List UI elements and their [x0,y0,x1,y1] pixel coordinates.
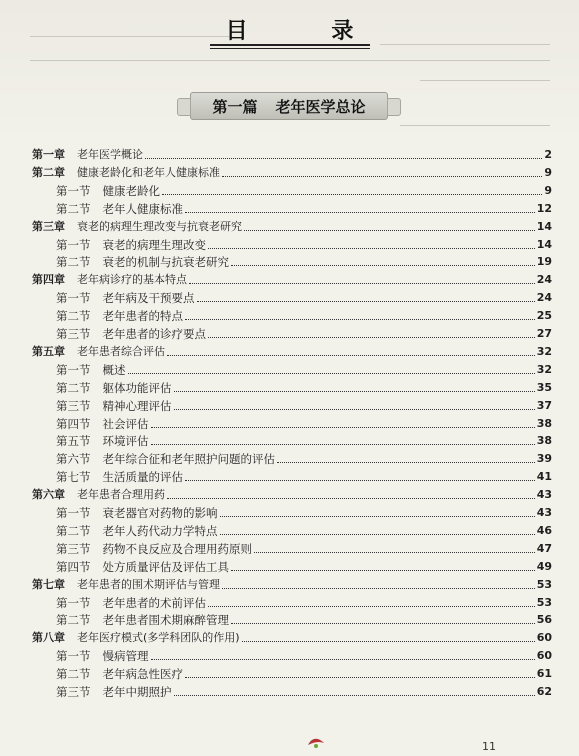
toc-entry-number: 第二节 [56,380,91,395]
part-title: 老年医学总论 [275,97,366,116]
dot-leader [185,212,535,213]
dot-leader [189,283,535,284]
toc-page-number: 46 [536,523,552,537]
title-underline [210,44,370,46]
toc-page-number: 32 [536,362,552,376]
toc-entry-number: 第五章 [32,344,65,358]
dot-leader [174,409,535,410]
toc-entry-title: 衰老的病理生理改变 [102,237,206,252]
toc-section-entry[interactable] [56,538,552,556]
dot-leader [231,570,535,571]
toc-entry-label [56,238,206,252]
toc-entry-title: 老年医学概论 [77,148,143,161]
toc-entry-label [56,560,229,574]
toc-entry-label [56,524,218,538]
toc-entry-number: 第一节 [56,506,91,520]
dot-leader [222,588,535,589]
toc-section-entry[interactable] [56,234,552,252]
toc-entry-number: 第七节 [56,470,91,485]
toc-page-number: 60 [536,631,552,645]
page-title: 目 录 [225,19,392,44]
bleed-through-line [420,80,550,81]
toc-page-number: 47 [536,541,552,555]
toc-entry-label [56,542,252,556]
toc-page-number: 2 [544,148,552,161]
toc-page-number: 9 [544,183,552,197]
toc-entry-label [56,649,149,663]
toc-page-number: 35 [536,380,552,394]
toc-section-entry[interactable] [56,448,552,466]
dot-leader [128,373,535,374]
toc-entry-title: 老年病急性医疗 [102,667,183,682]
part-number: 第一篇 [212,97,258,116]
toc-entry-label [56,667,183,681]
toc-entry-title: 衰老的机制与抗衰老研究 [102,255,229,270]
toc-entry-number: 第二节 [56,613,91,628]
toc-entry-number: 第二节 [56,255,91,270]
toc-page-number: 49 [536,559,552,573]
toc-section-entry[interactable] [56,251,552,269]
toc-entry-title: 老年患者的诊疗要点 [102,327,206,341]
dot-leader [197,301,535,302]
toc-page-number: 9 [544,165,552,179]
toc-entry-number: 第三节 [56,327,91,341]
toc-entry-title: 老年患者综合评估 [77,344,165,358]
dot-leader [208,337,535,338]
toc-entry-label [32,166,220,180]
toc-page-number: 61 [536,667,552,681]
toc-page-number: 53 [536,577,552,591]
toc-page-number: 32 [536,344,552,358]
toc-page-number: 43 [536,506,552,519]
toc-section-entry[interactable] [56,466,552,484]
toc-section-entry[interactable] [56,556,552,574]
toc-entry-number: 第一节 [56,291,91,306]
toc-page-number: 19 [536,255,552,269]
toc-entry-number: 第八章 [32,631,65,645]
dot-leader [277,462,535,463]
toc-section-entry[interactable] [56,323,552,341]
toc-section-entry[interactable] [56,520,552,538]
part-heading [191,93,387,119]
toc-entry-title: 老年中期照护 [102,685,172,699]
toc-section-entry[interactable] [56,609,552,627]
toc-page-number: 38 [536,416,552,430]
toc-section-entry[interactable] [56,592,552,610]
dot-leader [231,265,535,266]
toc-entry-label [56,184,160,198]
dot-leader [254,552,535,553]
toc-entry-number: 第二节 [56,309,91,324]
toc-section-entry[interactable] [56,502,552,520]
toc-entry-number: 第一节 [56,362,91,377]
toc-page-number: 14 [536,219,552,233]
toc-section-entry[interactable] [56,198,552,216]
dot-leader [167,355,535,356]
toc-entry-number: 第三章 [32,219,65,233]
toc-entry-title: 精神心理评估 [102,398,172,413]
toc-section-entry[interactable] [56,430,552,448]
toc-entry-number: 第二节 [56,523,91,538]
toc-entry-title: 药物不良反应及合理用药原则 [102,541,252,556]
toc-entry-title: 老年人健康标准 [102,201,183,216]
title-underline [210,48,370,49]
dot-leader [208,248,535,249]
toc-entry-title: 健康老龄化和老年人健康标准 [77,165,220,179]
toc-section-entry[interactable] [56,645,552,663]
toc-section-entry[interactable] [56,359,552,377]
toc-entry-number: 第一节 [56,595,91,610]
toc-entry-title: 健康老龄化 [102,183,160,198]
toc-entry-label [56,309,183,323]
toc-entry-label [56,202,183,216]
toc-page-number: 24 [536,273,552,287]
dot-leader [220,534,535,535]
toc-chapter-entry[interactable] [32,269,552,287]
toc-entry-number: 第六节 [56,452,91,467]
dot-leader [244,230,535,231]
toc-entry-number: 第一章 [32,148,65,161]
toc-entry-number: 第三节 [56,541,91,556]
toc-entry-number: 第二章 [32,165,65,179]
toc-page-number: 41 [536,470,552,484]
toc-entry-title: 慢病管理 [102,649,149,664]
toc-section-entry[interactable] [56,663,552,681]
dot-leader [185,480,535,481]
dot-leader [174,695,535,696]
dot-leader [185,677,535,678]
toc-section-entry[interactable] [56,413,552,431]
toc-entry-label [32,578,220,592]
dot-leader [185,319,535,320]
toc-page-number: 39 [536,452,552,466]
toc-page-number: 14 [536,237,552,251]
toc-entry-label [56,506,218,520]
dot-leader [222,176,542,177]
toc-entry-number: 第一节 [56,183,91,198]
toc-page-number: 24 [536,291,552,305]
toc-entry-title: 老年病及干预要点 [102,291,195,306]
toc-entry-number: 第四节 [56,416,91,431]
dot-leader [167,498,535,499]
toc-section-entry[interactable] [56,681,552,699]
toc-entry-title: 老年综合征和老年照护问题的评估 [102,452,275,467]
dot-leader [145,158,542,159]
toc-entry-title: 老年患者的围术期评估与管理 [77,577,220,591]
toc-entry-label [56,417,149,431]
toc-chapter-entry[interactable] [32,484,552,502]
toc-entry-title: 社会评估 [102,416,149,431]
toc-entry-number: 第一节 [56,649,91,664]
toc-entry-number: 第一节 [56,237,91,252]
toc-entry-title: 老年病诊疗的基本特点 [77,273,187,287]
toc-entry-title: 环境评估 [102,434,149,449]
toc-entry-label [56,452,275,466]
ornament-icon [306,735,326,749]
toc-entry-number: 第四章 [32,273,65,287]
toc-entry-title: 老年患者合理用药 [77,488,165,502]
toc-chapter-entry[interactable] [32,627,552,645]
dot-leader [231,623,535,624]
toc-chapter-entry[interactable] [32,574,552,592]
toc-entry-label [56,399,172,413]
toc-page-number: 53 [536,595,552,609]
part-banner [190,92,388,120]
toc-entry-label [56,470,183,484]
toc-page-number: 27 [536,327,552,340]
toc-chapter-entry[interactable] [32,144,552,162]
toc-page-number: 62 [536,685,552,698]
toc-entry-label [56,434,149,448]
toc-entry-label [56,685,172,699]
toc-entry-title: 老年患者的术前评估 [102,595,206,610]
toc-entry-label [56,363,126,377]
toc-chapter-entry[interactable] [32,341,552,359]
toc-entry-title: 衰老器官对药物的影响 [102,506,218,520]
toc-entry-title: 生活质量的评估 [102,470,183,485]
toc-entry-label [32,148,143,162]
toc-page-number: 38 [536,434,552,448]
toc-entry-label [56,291,195,305]
toc-entry-number: 第三节 [56,398,91,413]
toc-entry-number: 第五节 [56,434,91,449]
toc-section-entry[interactable] [56,287,552,305]
toc-page-number: 25 [536,309,552,323]
toc-entry-title: 老年患者的特点 [102,309,183,324]
dot-leader [208,606,535,607]
dot-leader [151,427,535,428]
toc-entry-label [56,327,206,341]
toc-entry-number: 第六章 [32,488,65,502]
dot-leader [220,516,535,517]
toc-entry-label [32,220,242,234]
toc-entry-title: 老年人药代动力学特点 [102,523,218,538]
dot-leader [151,659,535,660]
toc-entry-number: 第二节 [56,201,91,216]
toc-chapter-entry[interactable] [32,162,552,180]
toc-page-number: 12 [536,201,552,215]
toc-entry-label [32,488,165,502]
toc-entry-label [56,381,172,395]
toc-entry-number: 第四节 [56,559,91,574]
toc-entry-label [56,596,206,610]
toc-page-number: 37 [536,398,552,412]
toc-entry-label [56,613,229,627]
bleed-through-line [400,125,550,126]
page-number: 11 [482,740,496,753]
dot-leader [162,194,542,195]
dot-leader [151,444,535,445]
bleed-through-line [30,60,550,61]
toc-entry-title: 处方质量评估及评估工具 [102,559,229,574]
toc-entry-title: 老年医疗模式(多学科团队的作用) [77,631,240,645]
toc-entry-number: 第三节 [56,685,91,699]
toc-entry-label [32,273,187,287]
dot-leader [242,641,535,642]
toc-entry-label [32,345,165,359]
toc-entry-title: 躯体功能评估 [102,380,172,395]
toc-entry-title: 概述 [102,362,126,377]
toc-entry-title: 老年患者围术期麻醉管理 [102,613,229,628]
toc-entry-number: 第七章 [32,577,65,591]
toc-section-entry[interactable] [56,180,552,198]
toc-page-number: 56 [536,613,552,627]
toc-entry-title: 衰老的病理生理改变与抗衰老研究 [77,219,242,233]
toc-page-number: 60 [536,649,552,663]
dot-leader [174,391,535,392]
toc-chapter-entry[interactable] [32,216,552,234]
toc-section-entry[interactable] [56,377,552,395]
toc-section-entry[interactable] [56,395,552,413]
toc-entry-label [32,631,240,645]
toc-page-number: 43 [536,488,552,502]
toc-entry-number: 第二节 [56,667,91,682]
toc-entry-label [56,255,229,269]
toc-section-entry[interactable] [56,305,552,323]
